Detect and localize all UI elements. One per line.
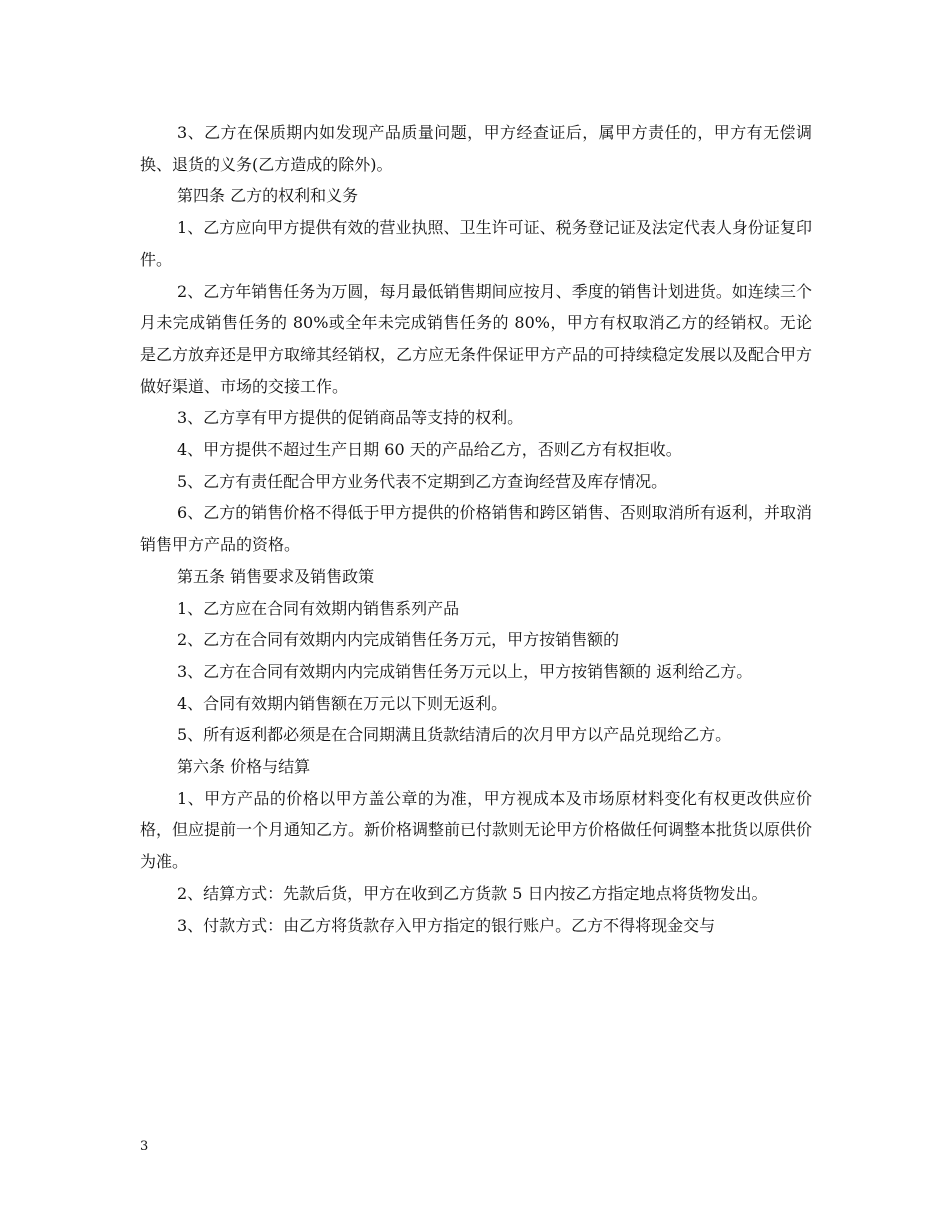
paragraph-no-rebate: 4、合同有效期内销售额在万元以下则无返利。 xyxy=(177,693,508,713)
section-heading-article-6: 第六条 价格与结算 xyxy=(177,757,311,777)
paragraph-pricing-restriction: 6、乙方的销售价格不得低于甲方提供的价格销售和跨区销售、否则取消所有返利，并取消销售甲方产品的资格。 xyxy=(140,503,812,555)
paragraph-product-series: 1、乙方应在合同有效期内销售系列产品 xyxy=(177,598,460,618)
paragraph-settlement-method: 2、结算方式：先款后货，甲方在收到乙方货款 5 日内按乙方指定地点将货物发出。 xyxy=(177,883,768,903)
paragraph-production-date: 4、甲方提供不超过生产日期 60 天的产品给乙方，否则乙方有权拒收。 xyxy=(177,440,682,460)
document-body xyxy=(140,117,812,941)
paragraph-warranty-clause: 3、乙方在保质期内如发现产品质量问题，甲方经查证后，属甲方责任的，甲方有无偿调换、退货的义务(乙方造成的除外)。 xyxy=(140,123,812,174)
paragraph-price-adjustment: 1、甲方产品的价格以甲方盖公章的为准，甲方视成本及市场原材料变化有权更改供应价格，但应提前一个月通知乙方。新价格调整前已付款则无论甲方价格做任何调整本批货以原供价为准。 xyxy=(140,788,813,872)
paragraph-inventory-check: 5、乙方有责任配合甲方业务代表不定期到乙方查询经营及库存情况。 xyxy=(177,471,668,491)
paragraph-sales-rebate-2: 3、乙方在合同有效期内内完成销售任务万元以上，甲方按销售额的 返利给乙方。 xyxy=(177,661,753,681)
paragraph-promotion-rights: 3、乙方享有甲方提供的促销商品等支持的权利。 xyxy=(177,408,524,428)
paragraph-rebate-settlement: 5、所有返利都必须是在合同期满且货款结清后的次月甲方以产品兑现给乙方。 xyxy=(177,725,732,745)
paragraph-payment-method: 3、付款方式：由乙方将货款存入甲方指定的银行账户。乙方不得将现金交与 xyxy=(177,915,716,935)
page-number: 3 xyxy=(140,1139,149,1154)
paragraph-license-documents: 1、乙方应向甲方提供有效的营业执照、卫生许可证、税务登记证及法定代表人身份证复印件。 xyxy=(140,218,812,269)
paragraph-sales-target: 2、乙方年销售任务为万圆，每月最低销售期间应按月、季度的销售计划进货。如连续三个月未完成销售任务的 80%或全年未完成销售任务的 80%，甲方有权取消乙方的经销权。无论是乙方放弃还是甲方取缔其经销权，乙方应无条件保证甲方产品的可持续稳定发展以及配合甲方做好渠道、市场的交接工作。 xyxy=(140,281,813,396)
paragraph-sales-rebate-1: 2、乙方在合同有效期内内完成销售任务万元，甲方按销售额的 xyxy=(177,630,620,650)
section-heading-article-5: 第五条 销售要求及销售政策 xyxy=(177,566,375,586)
section-heading-article-4: 第四条 乙方的权利和义务 xyxy=(177,186,359,206)
